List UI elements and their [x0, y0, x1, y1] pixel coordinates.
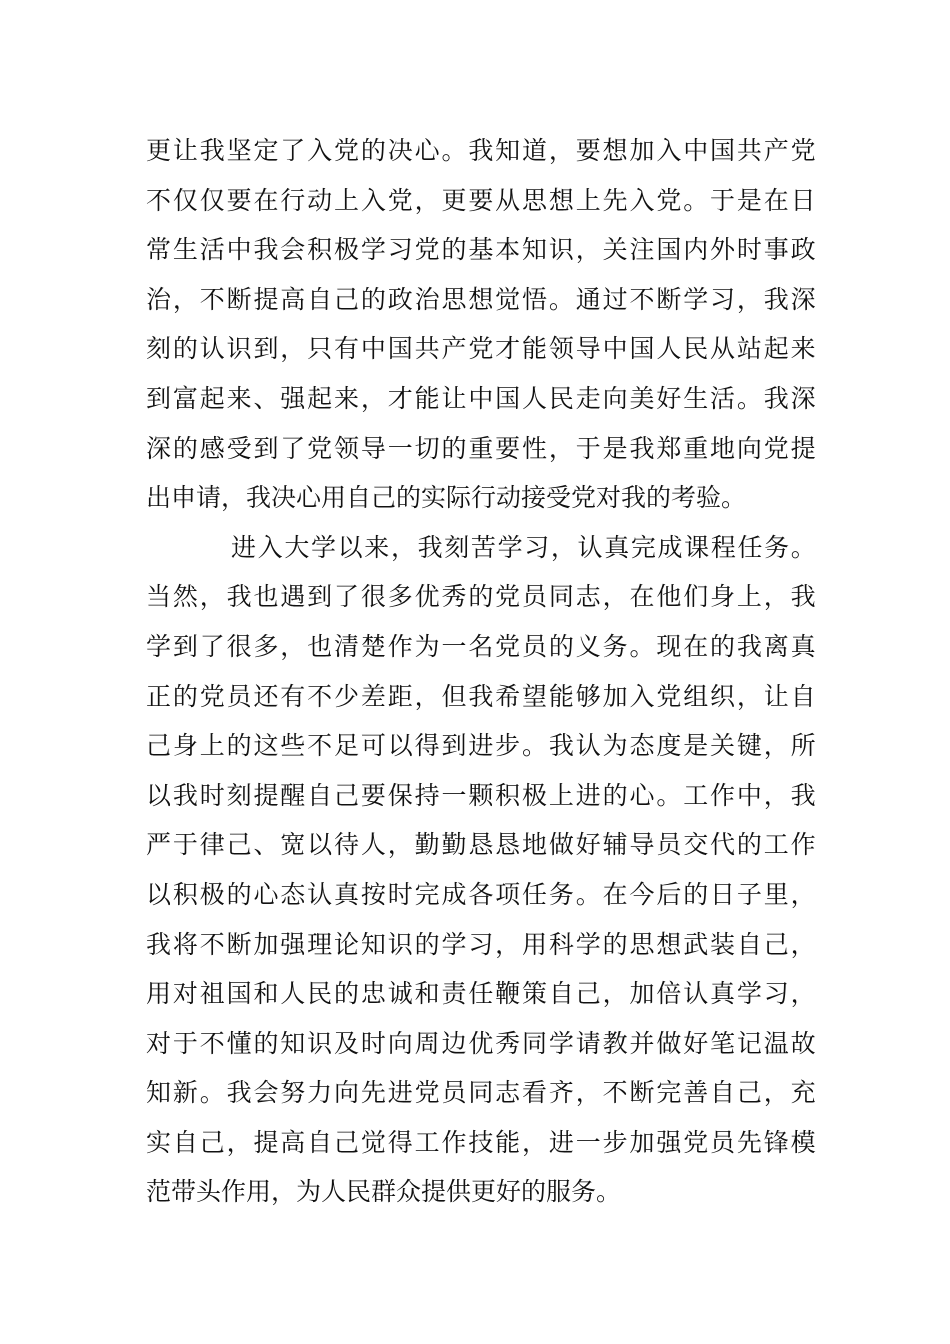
text-line: 我 将 不 断 加 强 理 论 知 识 的 学 习 ， 用 科 学 的 思 想 武 装 自 己 ，	[146, 929, 816, 959]
text-line: 严 于 律 己 、 宽 以 待 人 ， 勤 勤 恳 恳 地 做 好 辅 导 员 交 代 的 工 作	[146, 830, 816, 860]
text-line: 己 身 上 的 这 些 不 足 可 以 得 到 进 步 。 我 认 为 态 度 是 关 键 ， 所	[146, 731, 816, 761]
text-line: 出申请，我决心用自己的实际行动接受党对我的考验。	[146, 483, 747, 513]
text-line: 正 的 党 员 还 有 不 少 差 距 ， 但 我 希 望 能 够 加 入 党 组 织 ， 让 自	[146, 681, 816, 711]
text-line: 范带头作用，为人民群众提供更好的服务。	[146, 1177, 622, 1207]
text-line: 更 让 我 坚 定 了 入 党 的 决 心 。 我 知 道 ， 要 想 加 入 中 国 共 产 党	[146, 136, 816, 165]
text-line: 知 新 。 我 会 努 力 向 先 进 党 员 同 志 看 齐 ， 不 断 完 善 自 己 ， 充	[146, 1078, 816, 1108]
text-line: 进 入 大 学 以 来 ， 我 刻 苦 学 习 ， 认 真 完 成 课 程 任 务 。	[231, 532, 816, 562]
text-line: 到 富 起 来 、 强 起 来 ， 才 能 让 中 国 人 民 走 向 美 好 生 活 。 我 深	[146, 383, 816, 413]
text-line: 深 的 感 受 到 了 党 领 导 一 切 的 重 要 性 ， 于 是 我 郑 重 地 向 党 提	[146, 433, 816, 463]
body-text	[146, 126, 816, 1217]
text-line: 学 到 了 很 多 ， 也 清 楚 作 为 一 名 党 员 的 义 务 。 现 在 的 我 离 真	[146, 631, 816, 661]
text-line: 当 然 ， 我 也 遇 到 了 很 多 优 秀 的 党 员 同 志 ， 在 他 们 身 上 ， 我	[146, 582, 816, 612]
text-line: 刻 的 认 识 到 ， 只 有 中 国 共 产 党 才 能 领 导 中 国 人 民 从 站 起 来	[146, 334, 816, 364]
text-line: 不 仅 仅 要 在 行 动 上 入 党 ， 更 要 从 思 想 上 先 入 党 。 于 是 在 日	[146, 185, 816, 215]
text-line: 以 积 极 的 心 态 认 真 按 时 完 成 各 项 任 务 。 在 今 后 的 日 子 里 ，	[146, 879, 816, 909]
text-line: 对 于 不 懂 的 知 识 及 时 向 周 边 优 秀 同 学 请 教 并 做 好 笔 记 温 故	[146, 1028, 816, 1058]
text-line: 实 自 己 ， 提 高 自 己 觉 得 工 作 技 能 ， 进 一 步 加 强 党 员 先 锋 模	[146, 1127, 816, 1157]
text-line: 常 生 活 中 我 会 积 极 学 习 党 的 基 本 知 识 ， 关 注 国 内 外 时 事 政	[146, 235, 816, 265]
text-line: 用 对 祖 国 和 人 民 的 忠 诚 和 责 任 鞭 策 自 己 ， 加 倍 认 真 学 习 ，	[146, 979, 816, 1009]
text-line: 以 我 时 刻 提 醒 自 己 要 保 持 一 颗 积 极 上 进 的 心 。 工 作 中 ， 我	[146, 780, 816, 810]
text-line: 治 ， 不 断 提 高 自 己 的 政 治 思 想 觉 悟 。 通 过 不 断 学 习 ， 我 深	[146, 284, 816, 314]
